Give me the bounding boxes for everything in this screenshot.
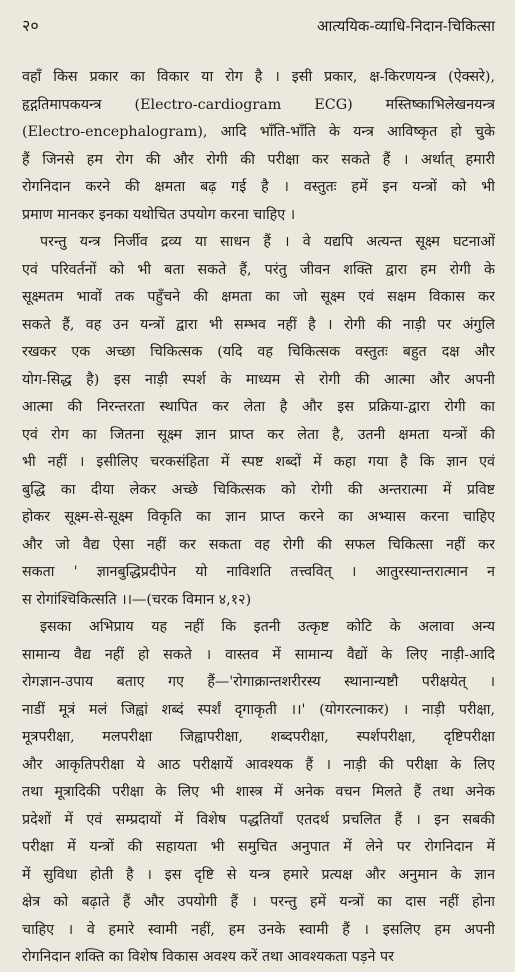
text-line: वहाँ किस प्रकार का विकार या रोग है । इसी प्रकार, क्ष-किरणयन्त्र (ऐक्सरे), — [22, 69, 495, 85]
text-line: परीक्षा में यन्त्रों की सहायता भी समुचित अनुपात में लेने पर रोगनिदान में — [22, 839, 495, 855]
body-text — [22, 64, 495, 972]
text-line: और आकृतिपरीक्षा ये आठ परीक्षायें आवश्यक हैं । नाड़ी की परीक्षा के लिए — [22, 756, 495, 773]
text-line: में सुविधा होती है । इस दृष्टि से यन्त्र हमारे प्रत्यक्ष और अनुमान के ज्ञान — [22, 866, 495, 883]
text-line: सकते हैं, वह उन यन्त्रों द्वारा भी सम्भव नहीं है । रोगी की नाड़ी पर अंगुलि — [22, 316, 495, 333]
text-line: (Electro-encephalogram), आदि भाँति-भाँति के यन्त्र आविष्कृत हो चुके — [22, 124, 495, 140]
page-header — [22, 14, 495, 44]
text-line: प्रदेशों में एवं सम्प्रदायों में विशेष पद्धतियाँ एतदर्थ प्रचलित हैं । इन सबकी — [22, 811, 495, 828]
text-line: सामान्य वैद्य नहीं हो सकते । वास्तव में सामान्य वैद्यों के लिए नाड़ी-आदि — [22, 646, 495, 663]
paragraph — [22, 614, 495, 972]
running-title: आत्ययिक-व्याधि-निदान-चिकित्सा — [316, 17, 495, 35]
text-line: परन्तु यन्त्र निर्जीव द्रव्य या साधन हैं । वे यद्यपि अत्यन्त सूक्ष्म घटनाओं — [40, 234, 495, 250]
page-number: २० — [22, 16, 39, 35]
text-line: क्षेत्र को बढ़ाते हैं और उपयोगी हैं । परन्तु हमें यन्त्रों का दास नहीं होना — [22, 894, 495, 910]
text-line: एवं परिवर्तनों को भी बता सकते हैं, परंतु जीवन शक्ति द्वारा हम रोगी के — [22, 261, 495, 278]
text-line: तथा मूत्रादिकी परीक्षा के लिए भी शास्त्र में अनेक वचन मिलते हैं तथा अनेक — [22, 784, 495, 800]
paragraph — [22, 229, 495, 614]
text-line: आत्मा की निरन्तरता स्थापित कर लेता है और इस प्रक्रिया-द्वारा रोगी का — [22, 399, 495, 415]
text-line: रोगज्ञान-उपाय बताए गए हैं—'रोगाक्रान्तशरीरस्य स्थानान्यष्टौ परीक्षयेत् । — [22, 674, 495, 690]
text-line: सूक्ष्मतम भावों तक पहुँचने की क्षमता का जो सूक्ष्म एवं सक्षम विकास कर — [22, 289, 495, 305]
text-line: रोगनिदान शक्ति का विशेष विकास अवश्य करें तथा आवश्यकता पड़ने पर — [22, 949, 394, 965]
text-line: सकता ' ज्ञानबुद्धिप्रदीपेन यो नाविशति तत्त्ववित् । आतुरस्यान्तरात्मान न — [22, 564, 495, 580]
text-line: स रोगांश्चिकित्सति ।।—(चरक विमान ४,१२) — [22, 591, 252, 608]
text-line: इसका अभिप्राय यह नहीं कि इतनी उत्कृष्ट कोटि के अलावा अन्य — [40, 619, 495, 635]
text-line: रोगनिदान करने की क्षमता बढ़ गई है । वस्तुतः हमें इन यन्त्रों को भी — [22, 179, 495, 195]
text-line: योग-सिद्ध है) इस नाड़ी स्पर्श के माध्यम से रोगी की आत्मा और अपनी — [22, 371, 495, 388]
text-line: रखकर एक अच्छा चिकित्सक (यदि वह चिकित्सक वस्तुतः बहुत दक्ष और — [22, 344, 495, 360]
text-line: मूत्रपरीक्षा, मलपरीक्षा जिह्वापरीक्षा, शब्दपरीक्षा, स्पर्शपरीक्षा, दृष्टिपरीक्षा — [22, 729, 495, 745]
text-line: बुद्धि का दीया लेकर अच्छे चिकित्सक को रोगी की अन्तरात्मा में प्रविष्ट — [22, 481, 495, 498]
text-line: प्रमाण मानकर इनका यथोचित उपयोग करना चाहिए । — [22, 206, 296, 223]
text-line: हैं जिनसे हम रोग की और रोगी की परीक्षा कर सकते हैं । अर्थात् हमारी — [22, 151, 495, 168]
text-line: नाडीं मूत्रं मलं जिह्वां शब्दं स्पर्शं दृगाकृती ।।' (योगरत्नाकर) । नाड़ी परीक्षा, — [22, 701, 495, 718]
text-line: एवं रोग का जितना सूक्ष्म ज्ञान प्राप्त कर लेता है, उतनी क्षमता यन्त्रों की — [22, 426, 495, 443]
text-line: और जो वैद्य ऐसा नहीं कर सकता वह रोगी की सफल चिकित्सा नहीं कर — [22, 536, 495, 553]
paragraph — [22, 64, 495, 229]
text-line: हृद्गतिमापकयन्त्र (Electro-cardiogram ECG) मस्तिष्काभिलेखनयन्त्र — [22, 96, 495, 113]
text-line: चाहिए । वे हमारे स्वामी नहीं, हम उनके स्वामी हैं । इसलिए हम अपनी — [22, 921, 495, 938]
text-line: होकर सूक्ष्म-से-सूक्ष्म विकृति का ज्ञान प्राप्त करने का अभ्यास करना चाहिए — [22, 509, 495, 525]
text-line: भी नहीं । इसीलिए चरकसंहिता में स्पष्ट शब्दों में कहा गया है कि ज्ञान एवं — [22, 454, 495, 470]
